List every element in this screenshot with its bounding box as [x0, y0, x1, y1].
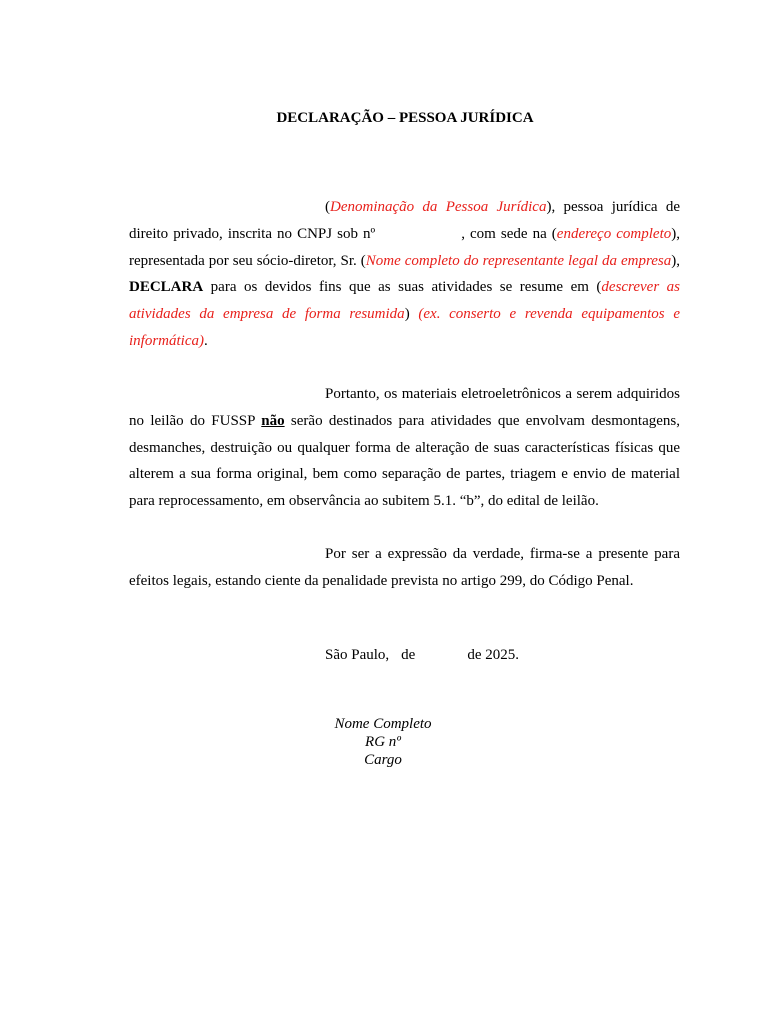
placeholder-activities: descrever as atividades da empresa de forma resumida	[129, 279, 680, 323]
nao-emphasis: não	[261, 412, 285, 429]
declara-keyword: DECLARA	[129, 279, 204, 296]
paragraph-truth	[129, 541, 680, 595]
p1-text-3: , com sede na (	[461, 225, 557, 242]
p2-text-2: serão destinados para atividades que envolvam desmontagens, desmanches, destruição ou qualquer forma de alteração de suas características físicas que alterem a sua forma original, bem como separação de partes, triagem e envio de material para reprocessamento, em observância ao subitem 5.1. “b”, do edital de leilão.	[129, 412, 681, 510]
paragraph-materials	[129, 381, 680, 515]
signature-rg: RG nº	[365, 734, 401, 750]
p1-text-5: ),	[671, 252, 680, 269]
date-city: São Paulo,	[325, 647, 390, 663]
p3-text-1: Por ser a expressão da verdade, firma-se a presente para efeitos legais, estando ciente da penalidade prevista no artigo 299, do Código Penal.	[129, 546, 680, 589]
paragraph-declaration	[129, 194, 680, 355]
p2-text-1: Portanto, os materiais eletroeletrônicos a serem adquiridos no leilão do FUSSP	[129, 386, 680, 429]
p1-text-6: para os devidos fins que as suas atividades se resume em (	[203, 279, 602, 296]
p1-text-2: ), pessoa jurídica de direito privado, inscrita no CNPJ sob nº	[129, 199, 680, 242]
placeholder-address: endereço completo	[556, 225, 672, 242]
date-line	[325, 645, 519, 665]
document-title: DECLARAÇÃO – PESSOA JURÍDICA	[276, 110, 534, 126]
signature-name: Nome Completo	[334, 716, 432, 732]
date-de-1: de	[401, 647, 416, 663]
placeholder-example: (ex. conserto e revenda equipamentos e informática)	[129, 306, 680, 349]
placeholder-company-name: Denominação da Pessoa Jurídica	[330, 199, 547, 215]
placeholder-representative-name: Nome completo do representante legal da empresa	[365, 252, 672, 269]
p1-text-8: .	[204, 332, 208, 349]
signature-block	[283, 715, 483, 769]
p1-text-1: (	[325, 199, 330, 215]
date-de-2: de 2025.	[467, 647, 520, 663]
p1-text-7: )	[404, 306, 419, 323]
p1-text-4: ), representada por seu sócio-diretor, Sr. (	[129, 225, 680, 269]
signature-role: Cargo	[364, 752, 402, 768]
